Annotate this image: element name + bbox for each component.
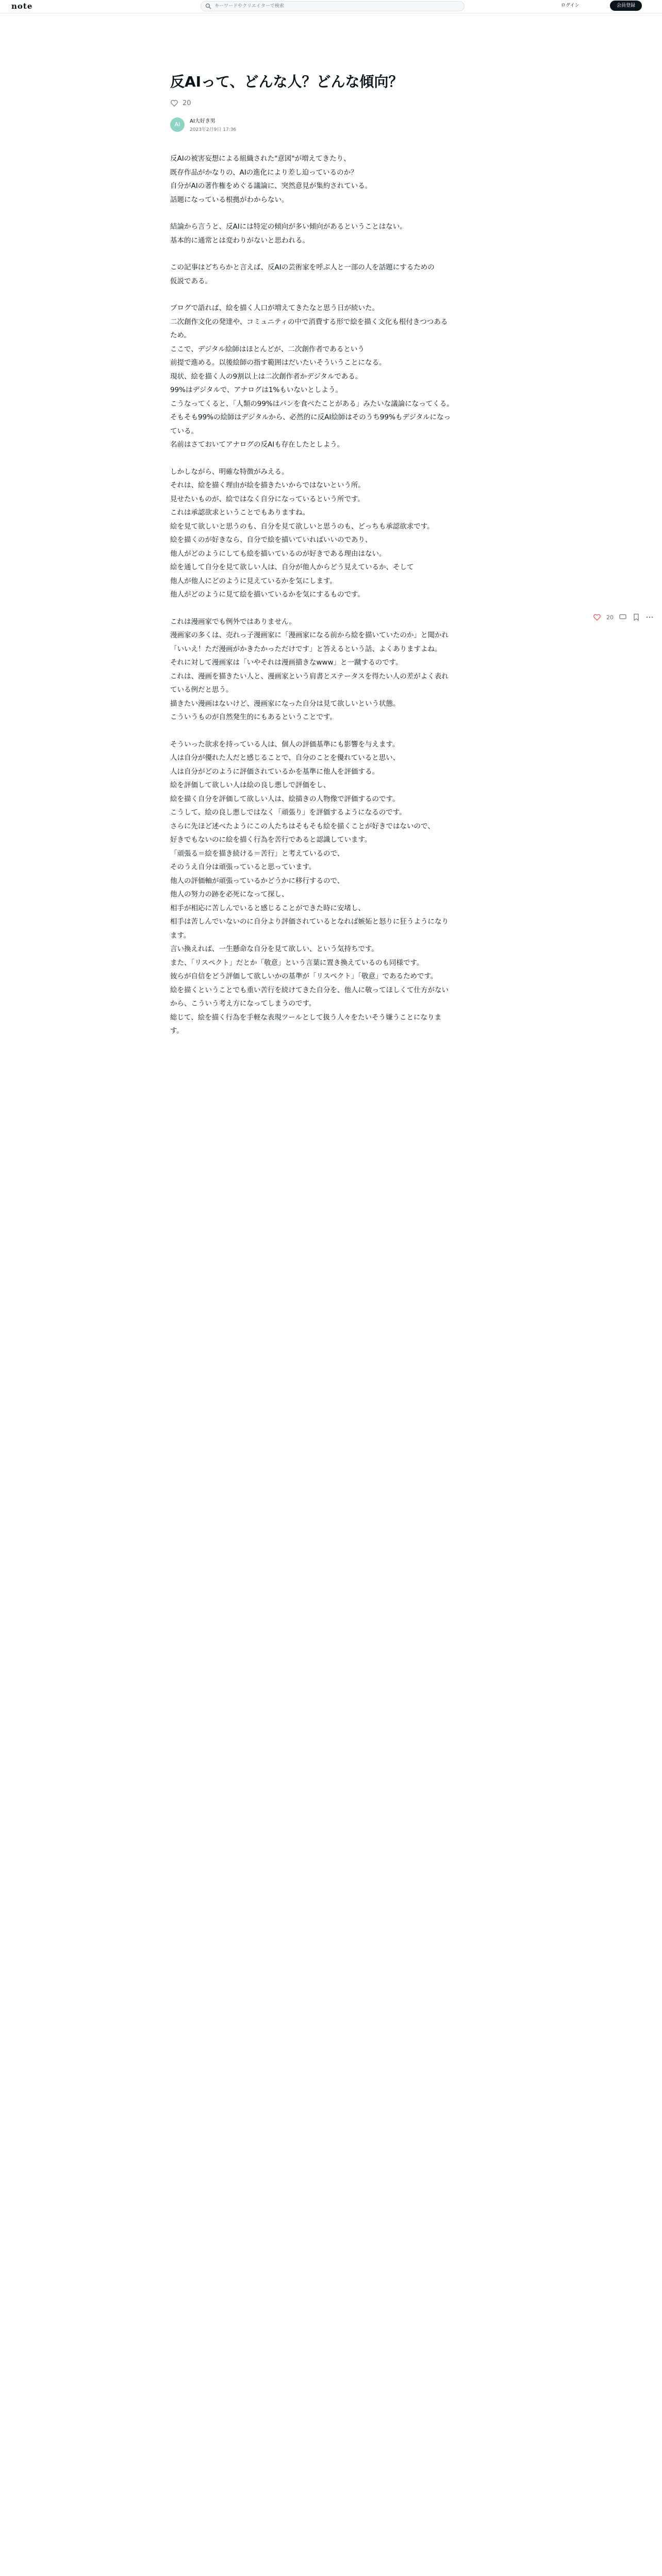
search-input[interactable] bbox=[214, 3, 457, 10]
login-link[interactable]: ログイン bbox=[561, 3, 580, 8]
more-icon[interactable] bbox=[646, 613, 654, 621]
floating-action-bar bbox=[593, 613, 654, 621]
note-logo[interactable]: note bbox=[11, 2, 33, 11]
article-title: 反AIって、どんな人？どんな傾向？ bbox=[170, 73, 403, 90]
bookmark-icon[interactable] bbox=[632, 613, 640, 621]
like-row bbox=[170, 99, 454, 107]
side-like-count: 20 bbox=[606, 614, 614, 621]
avatar[interactable]: AI bbox=[170, 117, 185, 132]
comment-icon[interactable] bbox=[619, 613, 627, 621]
search-icon bbox=[205, 3, 211, 9]
article bbox=[170, 72, 454, 1052]
article-body bbox=[170, 152, 454, 1038]
signup-button[interactable]: 会員登録 bbox=[610, 1, 642, 11]
publish-date: 2023年2月9日 17:36 bbox=[190, 127, 237, 132]
search-box[interactable] bbox=[201, 1, 465, 11]
top-navigation-bar bbox=[0, 0, 662, 13]
paragraph: 結論から言うと、反AIには特定の傾向が多い傾向があるということはない。 基本的に通常とは変わりがないと思われる。 bbox=[170, 223, 407, 245]
heart-icon[interactable] bbox=[593, 613, 601, 621]
paragraph: しかしながら、明確な特徴がみえる。 それは、絵を描く理由が絵を描きたいからではないという所。 見せたいものが、絵ではなく自分になっているという所です。 これは承認欲求ということでもありますね。 絵を見て欲しいと思うのも、自分を見て欲しいと思うのも、どっちも承認欲求です。 絵を描くのが好きなら、自分で絵を描いていればいいのであり、 他人がどのようにしても絵を描いているのが好きである理由はない。 絵を通して自分を見て欲しい人は、自分が他人からどう見えているか、そして 他人が他人にどのように見えているかを気にします。 他人がどのように見て絵を描いているかを気にするものです。 bbox=[170, 467, 434, 599]
like-count: 20 bbox=[183, 99, 191, 107]
heart-icon[interactable] bbox=[170, 99, 178, 107]
paragraph: ブログで語れば、絵を描く人口が増えてきたなと思う日が続いた。 二次創作文化の発達や、コミュニティの中で消費する形で絵を描く文化も根付きつつあるため。 ここで、デジタル絵師はほとんどが、二次創作者であるという 前提で進める。以後絵師の指す範囲はだいたいそういうことになる。 現状、絵を描く人の9割以上は二次創作者かデジタルである。 99%はデジタルで、アナログは1%もいないとしよう。 こうなってくると、「人類の99%はパンを食べたことがある」みたいな議論になってくる。 そもそも99%の絵師はデジタルから、必然的に反AI絵師はそのうち99%もデジタルになっている。 名前はさておいてアナログの反AIも存在したとしよう。 bbox=[170, 304, 454, 449]
author-block[interactable] bbox=[170, 116, 454, 132]
paragraph: 反AIの被害妄想による組織された"意図"が増えてきたり、 既存作品がかなりの、AIの進化により差し迫っているのか？ 自分がAIの著作権をめぐる議論に、突然意見が集約されている。 話題になっている根拠がわからない。 bbox=[170, 155, 372, 204]
paragraph: これは漫画家でも例外ではありません。 漫画家の多くは、売れっ子漫画家に「漫画家になる前から絵を描いていたのか」と聞かれ 「いいえ！ただ漫画がかきたかっただけです」と答えるという話、よくありますよね。 それに対して漫画家は「いやそれは漫画描きなwww」と一蹴するのです。 これは、漫画を描きたい人と、漫画家という肩書とステータスを得たい人の差がよく表れている例だと思う。 描きたい漫画はないけど、漫画家になった自分は見て欲しいという状態。 こういうものが自然発生的にもあるということです。 bbox=[170, 617, 449, 721]
paragraph: そういった欲求を持っている人は、個人の評価基準にも影響を与えます。 人は自分が優れた人だと感じることで、自分のことを優れていると思い、 人は自分がどのように評価されているかを基準に他人を評価する。 絵を評価して欲しい人は絵の良し悪しで評価をし、 絵を描く自分を評価して欲しい人は、絵描きの人物像で評価するのです。 こうして、絵の良し悪しではなく「頑張り」を評価するようになるのです。 さらに先ほど述べたようにこの人たちはそもそも絵を描くことが好きではないので、 好きでもないのに絵を描く行為を苦行であると認識しています。 「頑張る＝絵を描き続ける＝苦行」と考えているので、 そのうえ自分は頑張っていると思っています。 他人の評価軸が頑張っているかどうかに移行するので、 他人の努力の跡を必死になって探し、 相手が相応に苦しんでいると感じることができた時に安堵し、 相手は苦しんでいないのに自分より評価されているとなれば嫉妬と怒りに狂うようになります。 言い換えれば、一生懸命な自分を見て欲しい、という気持ちです。 また、「リスペクト」だとか「敬意」という言葉に置き換えているのも同様です。 彼らが自信をどう評価して欲しいかの基準が「リスペクト」「敬意」であるためです。 絵を描くということでも重い苦行を続けてきた自分を、他人に敬ってほしくて仕方がないから、こういう考え方になってしまうのです。 総じて、絵を描く行為を手軽な表現ツールとして扱う人々をたいそう嫌うことになります。 bbox=[170, 740, 449, 1035]
paragraph: この記事はどちらかと言えば、反AIの芸術家を呼ぶ人と一部の人を話題にするための 仮説である。 bbox=[170, 263, 435, 285]
author-name[interactable]: AI大好き男 bbox=[190, 118, 216, 124]
